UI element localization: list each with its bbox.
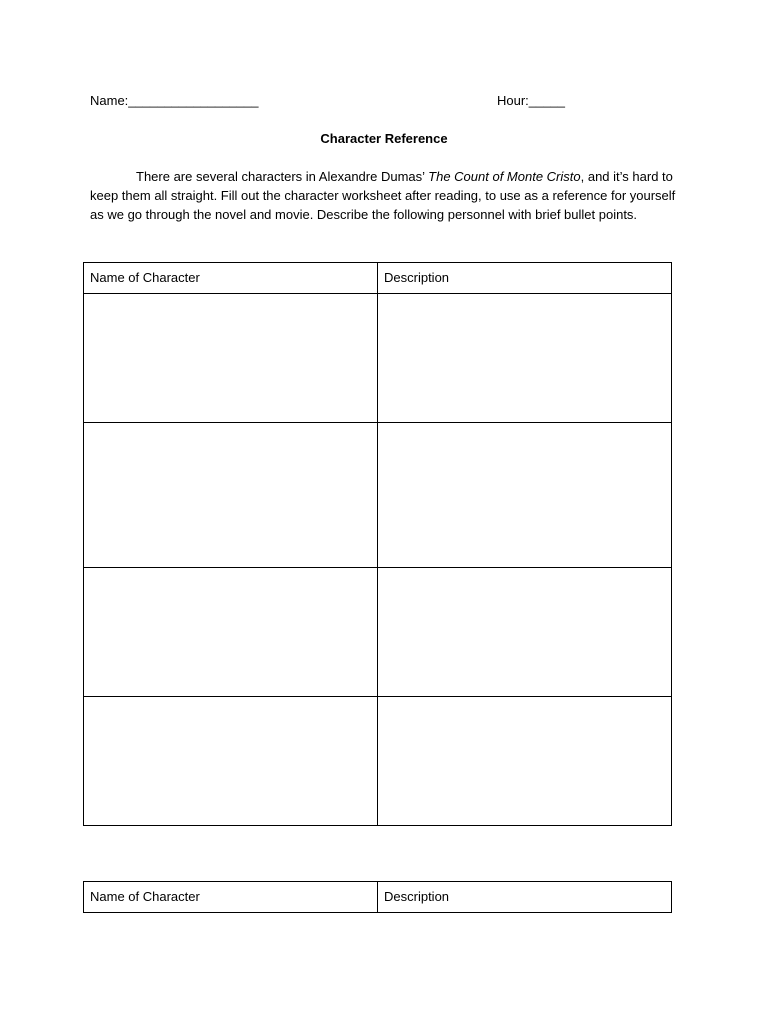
- character-table-2: [83, 881, 672, 913]
- character-name-cell[interactable]: [84, 568, 378, 697]
- character-table-1: [83, 262, 672, 826]
- character-name-cell[interactable]: [84, 423, 378, 568]
- header-description: Description: [378, 882, 672, 913]
- character-description-cell[interactable]: [378, 568, 672, 697]
- character-name-cell[interactable]: [84, 294, 378, 423]
- intro-text-after: , and it’s hard to keep them all straight. Fill out the character worksheet after reading, to use as a reference for yourself as we go through the novel and movie. Describe the following personnel with brief bullet points.: [90, 169, 676, 222]
- character-description-cell[interactable]: [378, 697, 672, 826]
- table-row: [84, 568, 672, 697]
- character-name-cell[interactable]: [84, 697, 378, 826]
- header-description: Description: [378, 263, 672, 294]
- name-field-label: Name:__________________: [90, 93, 259, 108]
- table-row: [84, 294, 672, 423]
- table-row: [84, 697, 672, 826]
- page-title: Character Reference: [320, 131, 448, 146]
- intro-paragraph: [90, 167, 680, 224]
- table-header-row: [84, 882, 672, 913]
- header-name-of-character: Name of Character: [84, 263, 378, 294]
- table-row: [84, 423, 672, 568]
- intro-text-before: There are several characters in Alexandre Dumas’: [136, 169, 429, 184]
- hour-field-label: Hour:_____: [497, 93, 565, 108]
- table-header-row: [84, 263, 672, 294]
- character-description-cell[interactable]: [378, 294, 672, 423]
- header-name-of-character: Name of Character: [84, 882, 378, 913]
- book-title: The Count of Monte Cristo: [428, 169, 581, 184]
- character-description-cell[interactable]: [378, 423, 672, 568]
